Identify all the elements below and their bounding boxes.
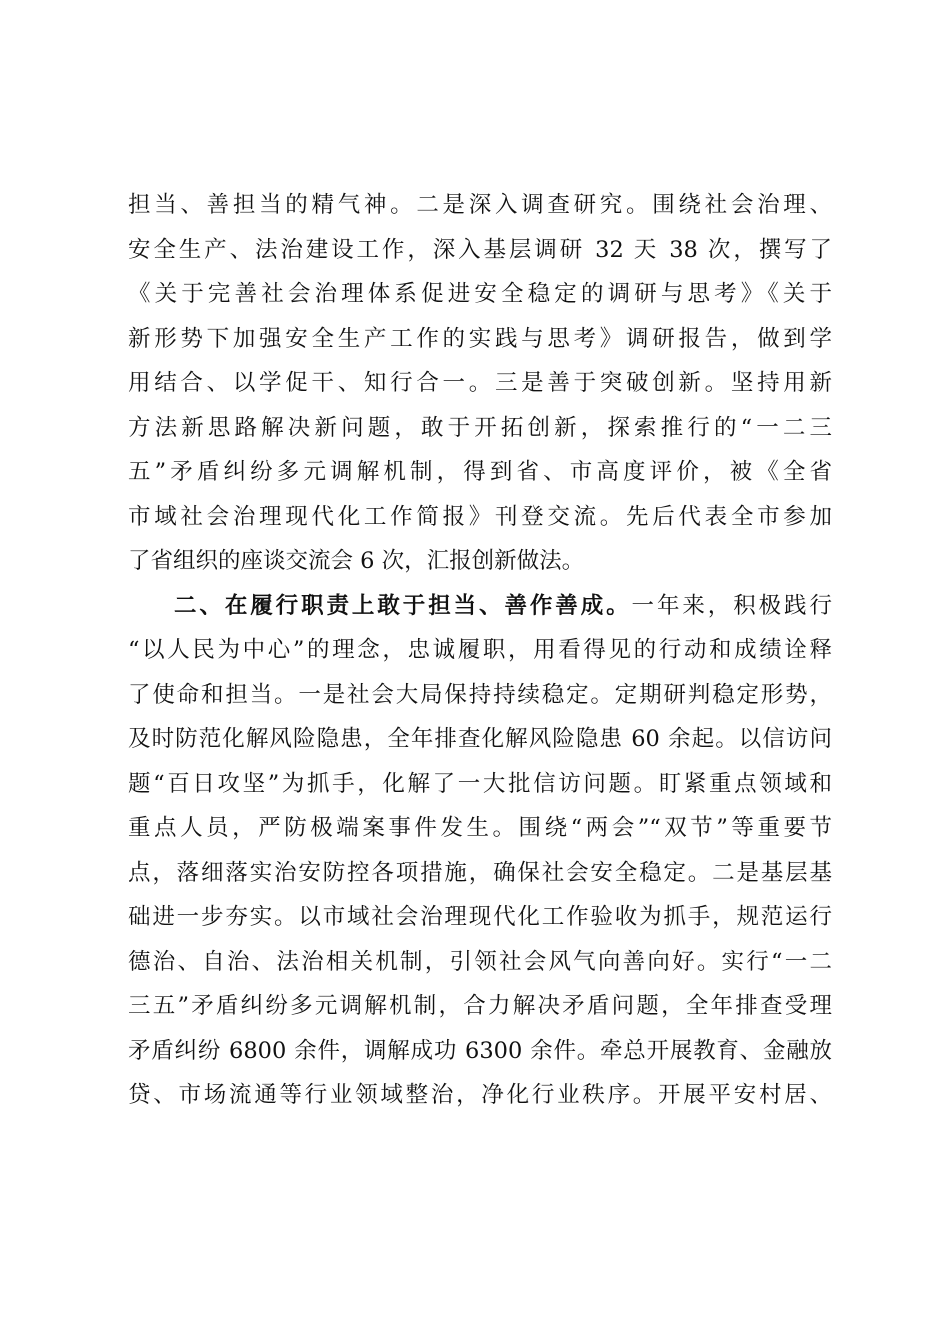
text-line: 三五”矛盾纠纷多元调解机制，合力解决矛盾问题，全年排查受理 (128, 993, 832, 1019)
text-line: 贷、市场流通等行业领域整治，净化行业秩序。开展平安村居、 (128, 1082, 832, 1108)
text-line: 矛盾纠纷 6800 余件，调解成功 6300 余件。牵总开展教育、金融放 (128, 1037, 832, 1064)
text-run: 一年来，积极践行 (631, 592, 832, 619)
text-line: 用结合、以学促干、知行合一。三是善于突破创新。坚持用新 (128, 370, 832, 396)
text-line: 及时防范化解风险隐患，全年排查化解风险隐患 60 余起。以信访问 (128, 726, 832, 752)
text-line: 方法新思路解决新问题，敢于开拓创新，探索推行的“一二三 (128, 414, 832, 441)
text-line (128, 584, 832, 629)
text-line: 担当、善担当的精气神。二是深入调查研究。围绕社会治理、 (128, 192, 832, 218)
text-line: 点，落细落实治安防控各项措施，确保社会安全稳定。二是基层基 (128, 859, 832, 886)
text-line: 重点人员，严防极端案事件发生。围绕“两会”“双节”等重要节 (128, 815, 832, 841)
body-text (128, 183, 832, 1118)
text-line: 了使命和担当。一是社会大局保持持续稳定。定期研判稳定形势， (128, 681, 832, 708)
text-line: 新形势下加强安全生产工作的实践与思考》调研报告，做到学 (128, 325, 832, 352)
text-line: 础进一步夯实。以市域社会治理现代化工作验收为抓手，规范运行 (128, 904, 832, 930)
text-line: 市域社会治理现代化工作简报》刊登交流。先后代表全市参加 (128, 503, 832, 530)
text-line: 五”矛盾纠纷多元调解机制，得到省、市高度评价，被《全省 (128, 459, 832, 485)
text-line: 题“百日攻坚”为抓手，化解了一大批信访问题。盯紧重点领域和 (128, 770, 832, 797)
paragraph-1 (128, 183, 832, 584)
paragraph-2 (128, 584, 832, 1118)
text-line: 安全生产、法治建设工作，深入基层调研 32 天 38 次，撰写了 (128, 236, 832, 263)
text-line: 《关于完善社会治理体系促进安全稳定的调研与思考》《关于 (128, 281, 832, 307)
text-line: 德治、自治、法治相关机制，引领社会风气向善向好。实行“一二 (128, 948, 832, 975)
text-line: “以人民为中心”的理念，忠诚履职，用看得见的行动和成绩诠释 (128, 637, 832, 663)
section-heading: 二、在履行职责上敢于担当、善作善成。 (174, 592, 632, 619)
text-line: 了省组织的座谈交流会 6 次，汇报创新做法。 (128, 548, 585, 574)
